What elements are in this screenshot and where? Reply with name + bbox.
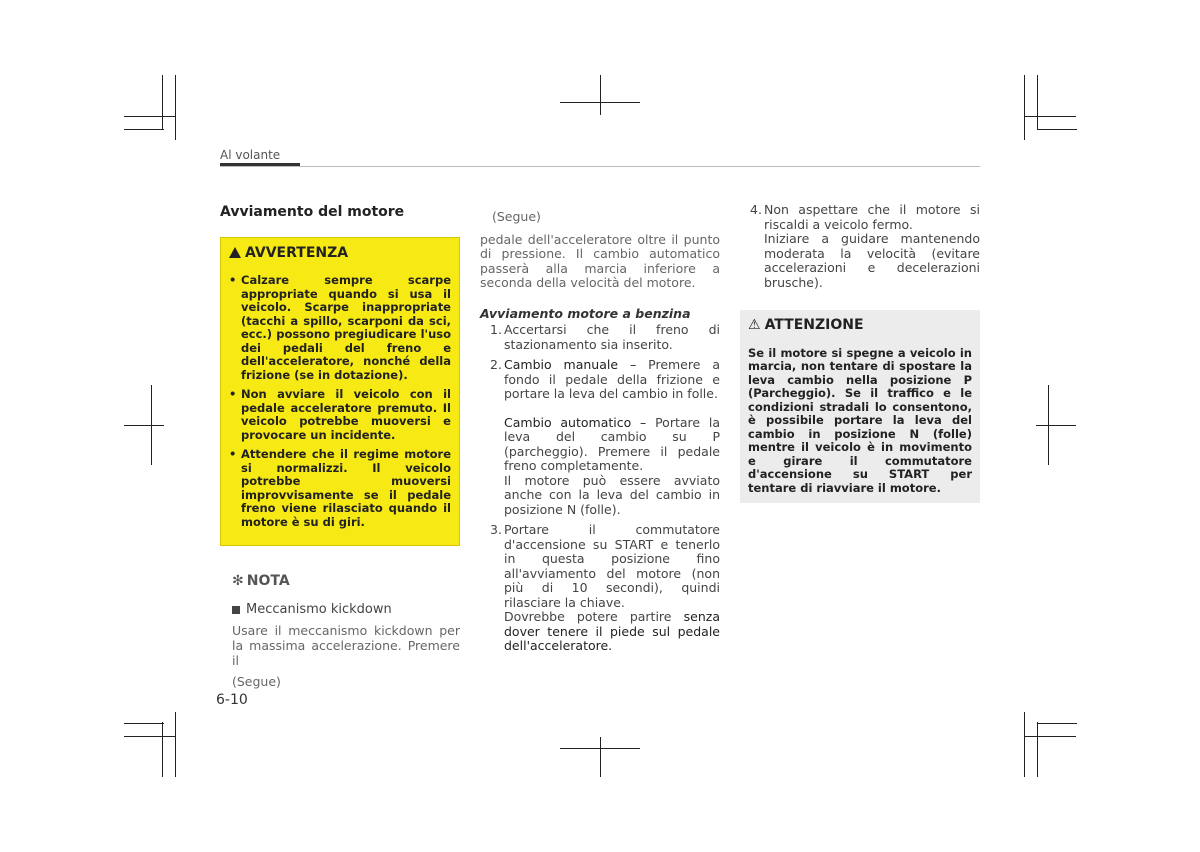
- warning-item: • Non avviare il veicolo con il pedale acceleratore premuto. Il veicolo potrebbe muoversi e provocare un incidente.: [229, 388, 451, 442]
- header-divider: [220, 166, 980, 167]
- section-header: Al volante: [220, 148, 281, 162]
- subheading: Avviamento motore a benzina: [480, 305, 691, 321]
- warning-list: [229, 274, 451, 529]
- paragraph: pedale dell'acceleratore oltre il punto di pressione. Il cambio automatico passerà alla marcia inferiore a seconda della velocità del motore.: [480, 231, 720, 290]
- page-number: 6-10: [216, 692, 248, 708]
- section-title: Avviamento del motore: [220, 204, 405, 220]
- attention-text: Se il motore si spegne a veicolo in marcia, non tentare di spostare la leva cambio nella posizione P (Parcheggio). Se il traffico e le condizioni stradali lo consentono, è possibile portare la leva del cambio in posizione N (folle) mentre il veicolo è in movimento e girare il commutatore d'accensione su START per tentare di riavviare il motore.: [748, 345, 972, 495]
- continued-label: (Segue): [492, 209, 541, 224]
- column-right: [740, 203, 980, 503]
- square-bullet-icon: [232, 606, 240, 614]
- warning-title: AVVERTENZA: [229, 246, 451, 261]
- warning-item: • Calzare sempre scarpe appropriate quando si usa il veicolo. Scarpe inappropriate (tacchi a spillo, scarponi da sci, ecc.) possono pregiudicare l'uso dei pedali del freno e dell'acceleratore, nonché della frizione (se in dotazione).: [229, 274, 451, 382]
- step-item: 2. Cambio manuale – Premere a fondo il pedale della frizione e portare la leva del cambio in folle. Cambio automatico – Portare la leva del cambio su P (parcheggio). Premere il pedale freno completamente. Il motore può essere avviato anche con la leva del cambio in posizione N (folle).: [490, 357, 721, 517]
- warning-item: • Attendere che il regime motore si normalizzi. Il veicolo potrebbe muoversi improvvisamente se il pedale freno viene rilasciato quando il motore è su di giri.: [229, 448, 451, 529]
- step-item: 1. Accertarsi che il freno di stazionamento sia inserito.: [490, 322, 720, 352]
- attention-box: [740, 310, 980, 503]
- steps-list: [740, 203, 980, 290]
- warning-box: [220, 237, 460, 547]
- step-item: 4. Non aspettare che il motore si riscaldi a veicolo fermo. Iniziare a guidare mantenendo moderata la velocità (evitare accelerazioni e decelerazioni brusche).: [750, 202, 980, 290]
- column-middle: [480, 210, 720, 660]
- note-title: ✻ NOTA: [232, 573, 290, 589]
- attention-title: ⚠ ATTENZIONE: [748, 317, 864, 333]
- asterisk-icon: ✻: [232, 573, 244, 589]
- step-item: 3. Portare il commutatore d'accensione su START e tenerlo in questa posizione fino all'avviamento del motore (non più di 10 secondi), quindi rilasciare la chiave. Dovrebbe potere partire senza dover tenere il piede sul pedale dell'acceleratore.: [490, 522, 720, 653]
- note-subtitle: Meccanismo kickdown: [232, 603, 460, 618]
- note-text: Usare il meccanismo kickdown per la massima accelerazione. Premere il: [232, 623, 460, 668]
- warning-triangle-icon: [229, 247, 241, 258]
- caution-triangle-icon: ⚠: [748, 317, 761, 333]
- column-left: [220, 205, 460, 689]
- note-section: [220, 574, 460, 689]
- continued-label: (Segue): [232, 674, 281, 689]
- steps-list: [480, 323, 720, 654]
